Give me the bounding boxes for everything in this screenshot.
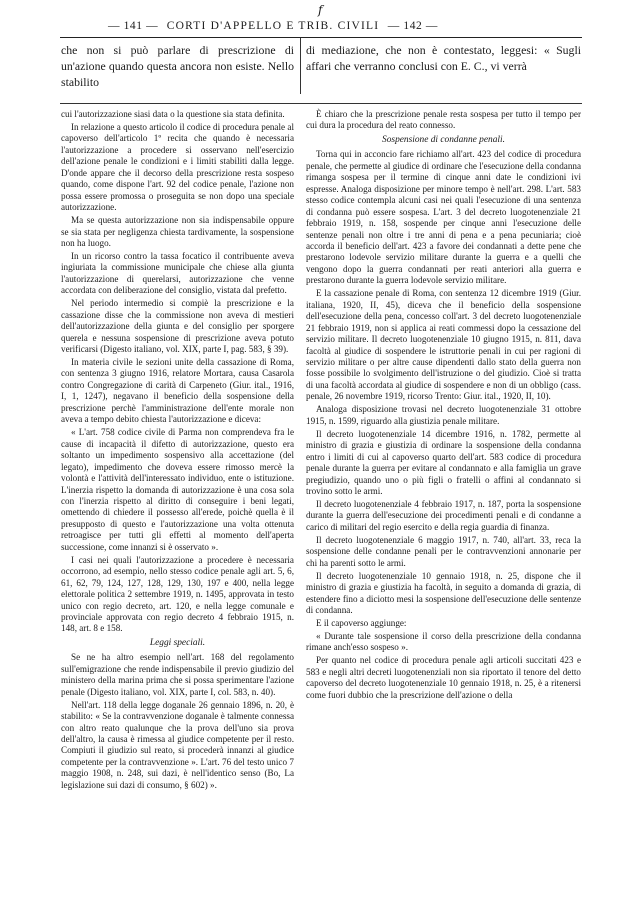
- section-heading: Sospensione di condanne penali.: [382, 134, 505, 145]
- paragraph: Torna qui in acconcio fare richiamo all'art. 423 del codice di procedura penale, che permette al giudice di ordinare che l'esecuzione della condanna rimanga sospesa per il termine di cinque anni date le condizioni ivi espresse. Analoga disposizione per minore tempo è nell'art. 298. L'art. 583 stesso codice contempla alcuni casi nei quali l'esecuzione di una sentenza di condanna può essere sospesa. L'art. 3 del decreto luogotenenziale 21 febbraio 1919, n. 158, sospende per cinque anni l'esecuzione delle sentenze penali non oltre i tre anni di pena e a pena pecuniaria; cioè accorda il beneficio dell'art. 423 a favore dei condannati a dette pene che prestarono lodevole servizio militare durante la guerra e a quelli che vengono dopo la guerra condannati per reati anteriori alla guerra e prestarono durante la guerra lodevole servizio militare.: [306, 149, 581, 286]
- paragraph: Analoga disposizione trovasi nel decreto luogotenenziale 31 ottobre 1915, n. 1599, riguardo alla giustizia penale militare.: [306, 404, 581, 426]
- paragraph: Il decreto luogotenenziale 10 gennaio 1918, n. 25, dispone che il ministro di grazia e giustizia ha facoltà, in seguito a domanda di grazia, di estendere fino a diciotto mesi la sospensione dell'esecuzione delle sentenze di condanna.: [306, 570, 581, 616]
- paragraph: I casi nei quali l'autorizzazione a procedere è necessaria occorrono, ad esempio, nello stesso codice penale agli art. 5, 6, 61, 62, 79, 124, 127, 128, 129, 130, 197 e 400, nella legge elettorale politica 2 settembre 1919, n. 1495, approvata in testo unico con regio decreto, art. 120, e nella legge comunale e provinciale approvata con regio decreto 4 febbraio 1915, n. 148, art. 8 e 158.: [61, 554, 294, 634]
- paragraph: Il decreto luogotenenziale 4 febbraio 1917, n. 187, porta la sospensione durante la guerra dell'esecuzione dei procedimenti penali e di condanne a carico di militari del regio esercito e della regia guardia di finanza.: [306, 498, 581, 532]
- column-divider: [300, 38, 301, 94]
- paragraph: E il capoverso aggiunge:: [316, 617, 407, 628]
- header-rule: [60, 37, 582, 38]
- left-column: [61, 109, 294, 793]
- top-right-text: [306, 42, 581, 76]
- right-column: [306, 109, 581, 703]
- paragraph: Ma se questa autorizzazione non sia indispensabile oppure se sia stata per negligenza chiesta tardivamente, la sospensione non ha luogo.: [61, 215, 294, 248]
- paragraph: Nell'art. 118 della legge doganale 26 gennaio 1896, n. 20, è stabilito: « Se la contravvenzione doganale è talmente connessa con altro reato qualunque che la prova dell'uno sia prova dell'altro, la causa è rimessa al giudice competente per il resto. Compiuti il giudizio sul reato, si procederà innanzi al giudice competente per la contravvenzione ». L'art. 76 del testo unico 7 maggio 1908, n. 248, sui dazi, è nell'identico senso (Bo, La legislazione sui dazi di consumo, § 602) ».: [61, 699, 294, 790]
- paragraph: « Durante tale sospensione il corso della prescrizione della condanna rimane anch'esso sospeso ».: [306, 630, 581, 653]
- paragraph: In un ricorso contro la tassa focatico il contribuente aveva ingiuriata la commissione municipale che chiese alla giunta l'autorizzazione di querelarsi, autorizzazione che venne accordata con deliberazione del consiglio, vistata dal prefetto.: [61, 250, 294, 296]
- handwritten-mark: f: [318, 3, 323, 17]
- paragraph: « L'art. 758 codice civile di Parma non comprendeva fra le cause di incapacità il difetto di autorizzazione, questo era soltanto un impedimento sospensivo alla accettazione (del legato), impedimento che doveva essere rimosso mercè la volontà e l'attività dell'interessato individuo, ente o istituzione. L'inerzia rispetto la domanda di autorizzazione è una cosa sola con l'inerzia rispetto al diritto di conseguire i beni legati, omettendo di chiedere il possesso all'erede, poichè quella è il presupposto di questo e l'autorizzazione una volta ottenuta retroagisce per tutti gli effetti al momento dell'aperta successione, come innanzi si è osservato ».: [61, 427, 294, 552]
- paragraph: In relazione a questo articolo il codice di procedura penale al capoverso dell'articolo 1º recita che quando è necessaria l'autorizzazione a procedere si osservano nell'esercizio dell'azione penale le condizioni e i limiti stabiliti dalla legge. D'onde appare che il decorso della prescrizione resta sospeso quando, come dispone l'art. 92 del codice penale, l'azione non possa essere promossa o proseguita se non dopo una speciale autorizzazione.: [61, 121, 294, 213]
- running-header: [108, 20, 438, 32]
- paragraph: Il decreto luogotenenziale 14 dicembre 1916, n. 1782, permette al ministro di grazia e giustizia di ordinare la sospensione della condanna entro i limiti di cui al capoverso quarto dell'art. 583 codice di procedura penale durante la guerra per evitare al condannato e alla famiglia un grave pregiudizio, quando uno o più figli o fratelli o affini al condannato si trovino sotto le armi.: [306, 428, 581, 496]
- top-right-paragraph: di mediazione, che non è contestato, leggesi: « Sugli affari che verranno conclusi con E. C., vi verrà: [306, 43, 581, 73]
- paragraph: Il decreto luogotenenziale 6 maggio 1917, n. 740, all'art. 33, reca la sospensione delle condanne penali per le contravvenzioni annonarie per chi ha parenti sotto le armi.: [306, 534, 581, 568]
- paragraph: E la cassazione penale di Roma, con sentenza 12 dicembre 1919 (Giur. italiana, 1920, II, 45), diceva che il beneficio della sospensione dell'esecuzione della pena, concesso coll'art. 3 del decreto luogotenenziale 21 febbraio 1919, non si applica ai reati commessi dopo la cessazione del servizio militare. Il decreto luogotenenziale 10 giugno 1915, n. 811, dava facoltà al giudice di sospendere le istruttorie penali in cui per ragioni di servizio militare o per altre cause dipendenti dallo stato della guerra non fosse possibile lo svolgimento dell'istruzione o del giudizio. Cioè si tratta di una facoltà accordata al giudice di sospendere e non di un obbligo (cass. penale, 26 novembre 1919, ricorso Trento: Giur. ital., 1920, II, 10).: [306, 288, 581, 402]
- paragraph: Se ne ha altro esempio nell'art. 168 del regolamento sull'emigrazione che rende indispensabile il previo giudizio del ministero della marina prima che si possa sperimentare l'azione penale (Digesto italiano, vol. XIX, parte I, col. 583, n. 40).: [61, 652, 294, 697]
- page-number-left: — 141 —: [108, 20, 159, 32]
- section-heading: Leggi speciali.: [149, 637, 206, 648]
- paragraph: Nel periodo intermedio si compiè la prescrizione e la cassazione disse che la commissione non aveva di mestieri dell'autorizzazione della giunta e del consiglio per sporgere querela e nessuna sospensione di prescrizione aveva potuto verificarsi (Digesto italiano, vol. XIX, parte I, pag. 583, § 39).: [61, 298, 294, 355]
- paragraph: In materia civile le sezioni unite della cassazione di Roma, con sentenza 3 giugno 1916, relatore Mortara, causa Casarola contro Congregazione di carità di Carpeneto (Giur. ital., 1916, I, 1, 1247), negavano il beneficio della sospensione della prescrizione perchè l'amministrazione dell'ente morale non aveva a tempo debito chiesta l'autorizzazione e diceva:: [61, 357, 294, 425]
- running-title: CORTI D'APPELLO E TRIB. CIVILI: [166, 20, 380, 32]
- top-left-paragraph: che non si può parlare di prescrizione di un'azione quando questa ancora non esiste. Nello stabilito: [61, 43, 294, 89]
- paragraph: È chiaro che la prescrizione penale resta sospesa per tutto il tempo per cui dura la procedura del reato connesso.: [306, 109, 581, 131]
- section-rule: [60, 103, 582, 104]
- paragraph: cui l'autorizzazione siasi data o la questione sia stata definita.: [61, 109, 285, 119]
- paragraph: Per quanto nel codice di procedura penale agli articoli succitati 423 e 583 e negli altri decreti luogotenenziali non sia riportato il tenore del detto capoverso del decreto luogotenenziale 10 gennaio 1918, n. 25, è a ritenersi come fuori dubbio che la prescrizione dell'azione o della: [306, 655, 581, 700]
- top-left-text: [61, 42, 294, 92]
- page-number-right: — 142 —: [387, 20, 438, 32]
